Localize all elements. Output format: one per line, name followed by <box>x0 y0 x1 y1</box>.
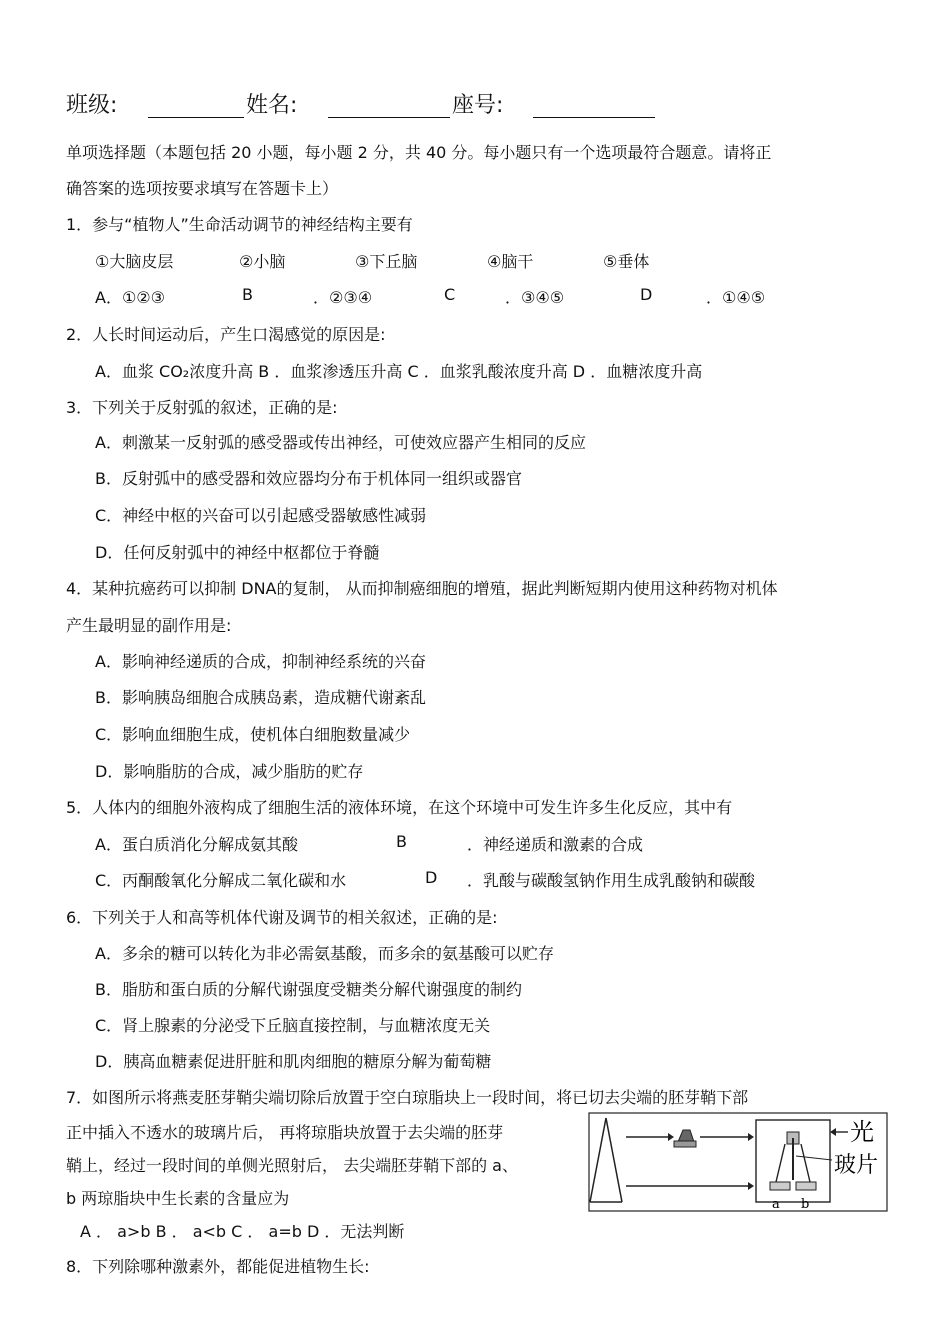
arrow-2-head <box>748 1133 754 1141</box>
q7-stem-line3: 鞘上，经过一段时间的单侧光照射后， 去尖端胚芽鞘下部的 a、 <box>66 1156 518 1175</box>
q4-option-d[interactable]: D．影响脂肪的合成，减少脂肪的贮存 <box>95 762 364 781</box>
tip-on-agar <box>678 1130 694 1142</box>
name-blank[interactable] <box>328 117 450 118</box>
q6-stem: 6．下列关于人和高等机体代谢及调节的相关叙述，正确的是: <box>66 908 498 927</box>
seat-label: 座号: <box>452 93 504 118</box>
q4-option-c[interactable]: C．影响血细胞生成，使机体白细胞数量减少 <box>95 725 411 744</box>
q5-option-b-letter[interactable]: B <box>396 832 407 851</box>
agar-block-top <box>674 1141 696 1147</box>
q3-stem: 3．下列关于反射弧的叙述，正确的是: <box>66 398 338 417</box>
q7-options[interactable]: A ． a>b B ． a<b C ． a=b D ．无法判断 <box>80 1222 405 1241</box>
q4-option-b[interactable]: B．影响胰岛细胞合成胰岛素，造成糖代谢紊乱 <box>95 688 426 707</box>
label-a: a <box>772 1197 780 1212</box>
stump-right <box>801 1144 810 1182</box>
q6-option-c[interactable]: C．肾上腺素的分泌受下丘脑直接控制，与血糖浓度无关 <box>95 1016 491 1035</box>
q6-option-d[interactable]: D．胰高血糖素促进肝脏和肌肉细胞的糖原分解为葡萄糖 <box>95 1052 492 1071</box>
q5-option-c[interactable]: C．丙酮酸氧化分解成二氧化碳和水 <box>95 871 347 890</box>
q7-stem-line4: b 两琼脂块中生长素的含量应为 <box>66 1189 290 1208</box>
q4-option-a[interactable]: A．影响神经递质的合成，抑制神经系统的兴奋 <box>95 652 426 671</box>
q5-option-a[interactable]: A．蛋白质消化分解成氨其酸 <box>95 835 298 854</box>
q1-item-1: ①大脑皮层 <box>95 252 174 271</box>
arrow-1-head <box>668 1133 674 1141</box>
q1-item-4: ④脑干 <box>487 252 534 271</box>
class-blank[interactable] <box>148 117 244 118</box>
agar-block-b <box>796 1182 816 1190</box>
q2-options[interactable]: A．血浆 CO₂浓度升高 B ．血浆渗透压升高 C ．血浆乳酸浓度升高 D ．血糖浓度升高 <box>95 362 703 381</box>
q8-stem: 8．下列除哪种激素外，都能促进植物生长: <box>66 1257 370 1276</box>
coleoptile-diagram <box>588 1112 888 1212</box>
q5-option-d-letter[interactable]: D <box>425 868 438 887</box>
q2-stem: 2．人长时间运动后，产生口渴感觉的原因是: <box>66 325 386 344</box>
q1-option-b-text[interactable]: ．②③④ <box>313 288 373 307</box>
q7-stem-line1: 7．如图所示将燕麦胚芽鞘尖端切除后放置于空白琼脂块上一段时间，将已切去尖端的胚芽鞘下部 <box>66 1088 749 1107</box>
light-arrow-head <box>830 1128 836 1136</box>
arrow-3-head <box>748 1182 754 1190</box>
q6-option-b[interactable]: B．脂肪和蛋白质的分解代谢强度受糖类分解代谢强度的制约 <box>95 980 522 999</box>
q5-option-d-text[interactable]: ．乳酸与碳酸氢钠作用生成乳酸钠和碳酸 <box>467 871 756 890</box>
q3-option-c[interactable]: C．神经中枢的兴奋可以引起感受器敏感性减弱 <box>95 506 427 525</box>
label-b: b <box>801 1197 810 1212</box>
q1-option-c-letter[interactable]: C <box>444 285 456 304</box>
q3-option-d[interactable]: D．任何反射弧中的神经中枢都位于脊髓 <box>95 543 380 562</box>
q1-option-a[interactable]: A．①②③ <box>95 288 165 307</box>
name-label: 姓名: <box>246 93 298 118</box>
q1-item-2: ②小脑 <box>239 252 286 271</box>
q4-stem-line1: 4．某种抗癌药可以抑制 DNA的复制， 从而抑制癌细胞的增殖，据此判断短期内使用这种药物对机体 <box>66 579 778 598</box>
coleoptile-left-edge <box>590 1118 606 1202</box>
q5-option-b-text[interactable]: ．神经递质和激素的合成 <box>467 835 644 854</box>
seat-blank[interactable] <box>533 117 655 118</box>
label-glass: 玻片 <box>834 1153 879 1178</box>
q6-option-a[interactable]: A．多余的糖可以转化为非必需氨基酸，而多余的氨基酸可以贮存 <box>95 944 554 963</box>
q1-option-d-text[interactable]: ．①④⑤ <box>706 288 766 307</box>
class-label: 班级: <box>66 93 118 118</box>
q1-option-c-text[interactable]: ．③④⑤ <box>505 288 565 307</box>
q3-option-b[interactable]: B．反射弧中的感受器和效应器均分布于机体同一组织或器官 <box>95 469 522 488</box>
glass-leader-line <box>796 1156 832 1160</box>
q5-stem: 5．人体内的细胞外液构成了细胞生活的液体环境，在这个环境中可发生许多生化反应，其中有 <box>66 798 733 817</box>
q1-item-3: ③下丘脑 <box>355 252 418 271</box>
q4-stem-line2: 产生最明显的副作用是: <box>66 616 232 635</box>
stump-left <box>776 1144 785 1182</box>
q1-stem: 1．参与“植物人”生命活动调节的神经结构主要有 <box>66 215 413 234</box>
label-light: 光 <box>850 1118 874 1146</box>
instructions-line1: 单项选择题（本题包括 20 小题，每小题 2 分，共 40 分。每小题只有一个选项最符合题意。请将正 <box>66 143 772 162</box>
q3-option-a[interactable]: A．刺激某一反射弧的感受器或传出神经，可使效应器产生相同的反应 <box>95 433 586 452</box>
instructions-line2: 确答案的选项按要求填写在答题卡上） <box>66 179 339 198</box>
q1-item-5: ⑤垂体 <box>603 252 650 271</box>
q1-option-d-letter[interactable]: D <box>640 285 653 304</box>
q7-stem-line2: 正中插入不透水的玻璃片后， 再将琼脂块放置于去尖端的胚芽 <box>66 1123 504 1142</box>
agar-block-a <box>770 1182 790 1190</box>
q1-option-b-letter[interactable]: B <box>242 285 253 304</box>
coleoptile-right-edge <box>606 1118 622 1202</box>
